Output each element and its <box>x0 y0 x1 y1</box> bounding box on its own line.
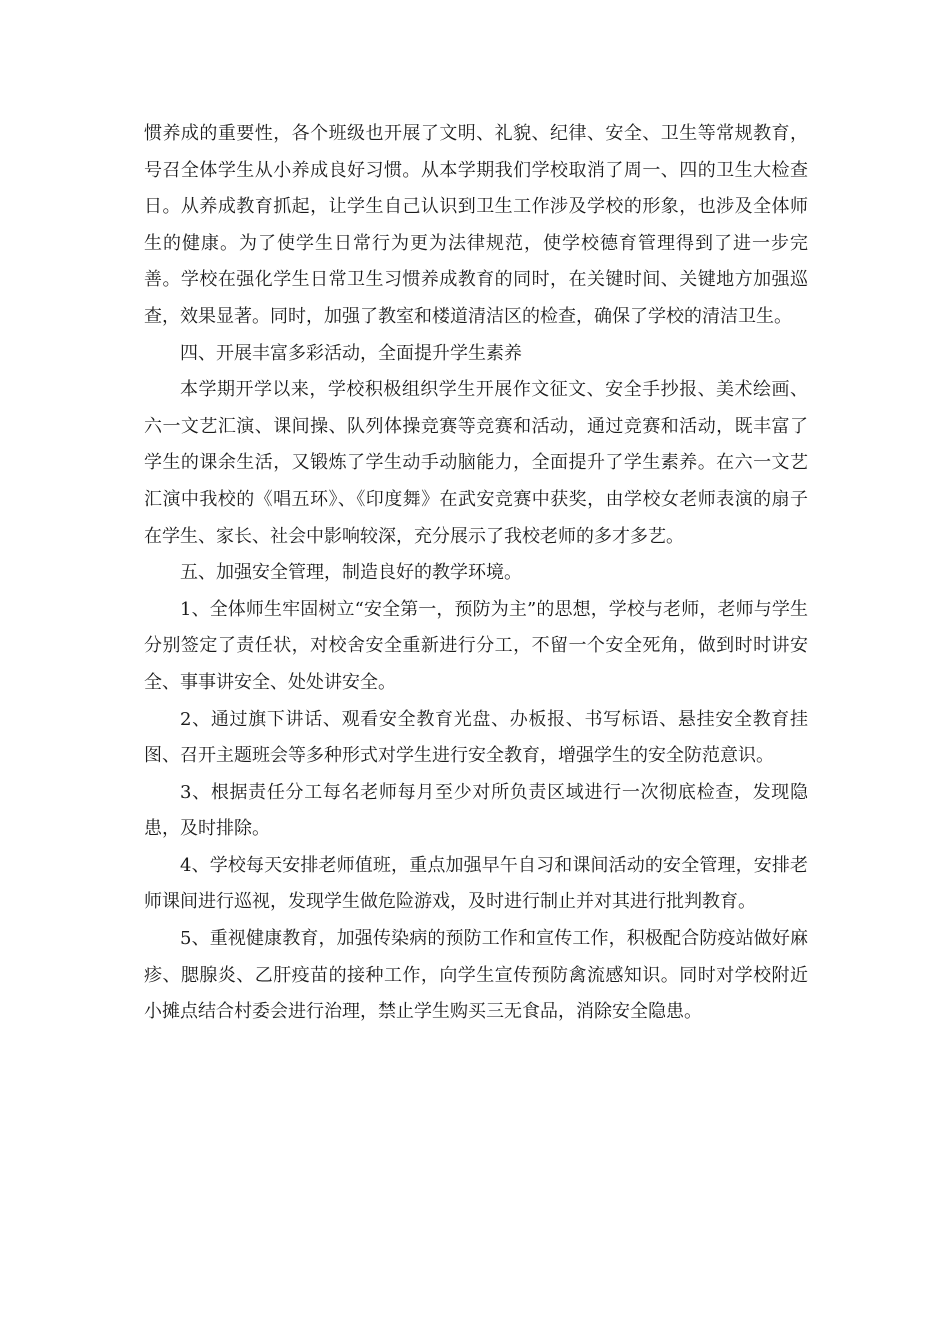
document-body <box>144 116 808 1031</box>
list-item-safety-3: 3、根据责任分工每名老师每月至少对所负责区域进行一次彻底检查，发现隐患，及时排除。 <box>144 781 808 840</box>
list-item-safety-4: 4、学校每天安排老师值班，重点加强早午自习和课间活动的安全管理，安排老师课间进行巡视，发现学生做危险游戏，及时进行制止并对其进行批判教育。 <box>144 854 808 913</box>
paragraph-hygiene-habits: 惯养成的重要性，各个班级也开展了文明、礼貌、纪律、安全、卫生等常规教育，号召全体学生从小养成良好习惯。从本学期我们学校取消了周一、四的卫生大检查日。从养成教育抓起，让学生自己认识到卫生工作涉及学校的形象，也涉及全体师生的健康。为了使学生日常行为更为法律规范，使学校德育管理得到了进一步完善。学校在强化学生日常卫生习惯养成教育的同时，在关键时间、关键地方加强巡查，效果显著。同时，加强了教室和楼道清洁区的检查，确保了学校的清洁卫生。 <box>144 123 808 327</box>
heading-section-five: 五、加强安全管理，制造良好的教学环境。 <box>180 562 522 584</box>
heading-section-four: 四、开展丰富多彩活动，全面提升学生素养 <box>180 342 522 364</box>
list-item-safety-5: 5、重视健康教育，加强传染病的预防工作和宣传工作，积极配合防疫站做好麻疹、腮腺炎、乙肝疫苗的接种工作，向学生宣传预防禽流感知识。同时对学校附近小摊点结合村委会进行治理，禁止学生购买三无食品，消除安全隐患。 <box>144 928 808 1023</box>
list-item-safety-2: 2、通过旗下讲话、观看安全教育光盘、办板报、书写标语、悬挂安全教育挂图、召开主题班会等多种形式对学生进行安全教育，增强学生的安全防范意识。 <box>144 708 808 767</box>
paragraph-activities: 本学期开学以来，学校积极组织学生开展作文征文、安全手抄报、美术绘画、六一文艺汇演、课间操、队列体操竞赛等竞赛和活动，通过竞赛和活动，既丰富了学生的课余生活，又锻炼了学生动手动脑能力，全面提升了学生素养。在六一文艺汇演中我校的《唱五环》、《印度舞》在武安竞赛中获奖，由学校女老师表演的扇子在学生、家长、社会中影响较深，充分展示了我校老师的多才多艺。 <box>144 379 808 547</box>
list-item-safety-1: 1、全体师生牢固树立“安全第一，预防为主”的思想，学校与老师，老师与学生分别签定了责任状，对校舍安全重新进行分工，不留一个安全死角，做到时时讲安全、事事讲安全、处处讲安全。 <box>144 598 808 693</box>
